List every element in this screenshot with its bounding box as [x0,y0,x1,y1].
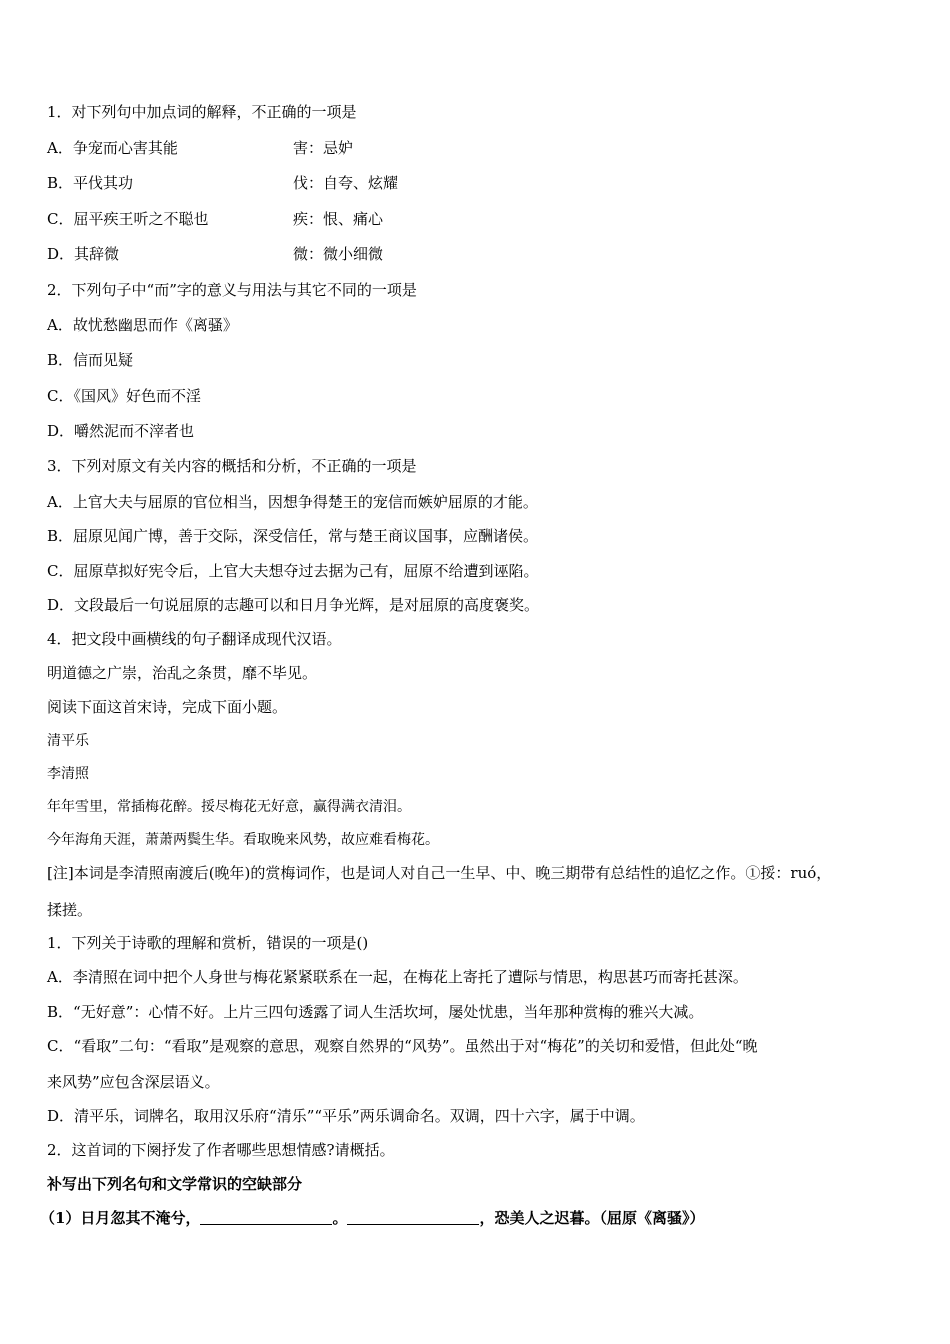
poem-note: [注]本词是李清照南渡后(晚年)的赏梅词作，也是词人对自己一生早、中、晚三期带有总结性的追忆之作。①挼：ruó， [47,864,832,882]
q3-option-c: C．屈原草拟好宪令后，上官大夫想夺过去据为己有，屈原不给遭到诬陷。 [47,562,539,580]
pq1-option-d: D．清平乐，词牌名，取用汉乐府“清乐”“平乐”两乐调命名。双调，四十六字，属于中调。 [47,1107,645,1125]
poem-title: 清平乐 [47,733,89,749]
fill-item-1-suffix: ，恐美人之迟暮。（屈原《离骚》） [479,1209,705,1227]
poem-line-1: 年年雪里，常插梅花醉。挼尽梅花无好意，赢得满衣清泪。 [47,799,411,815]
q1-option-c: C．屈平疾王听之不聪也 [47,210,209,228]
fill-blank-2[interactable] [347,1210,479,1225]
poem-author: 李清照 [47,766,89,782]
q2-option-b: B．信而见疑 [47,351,134,369]
poem-intro: 阅读下面这首宋诗，完成下面小题。 [47,698,288,716]
pq1-option-c-cont: 来风势”应包含深层语义。 [47,1073,220,1091]
pq2-stem: 2．这首词的下阕抒发了作者哪些思想情感?请概括。 [47,1141,395,1159]
q1-option-d: D．其辞微 [47,245,120,263]
pq1-stem: 1．下列关于诗歌的理解和赏析，错误的一项是() [47,934,369,952]
fill-item-1-prefix: （1）日月忽其不淹兮， [40,1209,201,1227]
q2-option-c: C．《国风》好色而不淫 [47,387,201,405]
fill-heading: 补写出下列名句和文学常识的空缺部分 [47,1175,303,1193]
fill-blank-1[interactable] [200,1210,332,1225]
q3-option-d: D．文段最后一句说屈原的志趣可以和日月争光辉，是对屈原的高度褒奖。 [47,596,540,614]
pq1-option-b: B．“无好意”：心情不好。上片三四句透露了词人生活坎坷，屡处忧患，当年那种赏梅的雅兴大减。 [47,1003,704,1021]
q2-stem: 2．下列句子中“而”字的意义与用法与其它不同的一项是 [47,281,417,299]
pq1-option-a: A．李清照在词中把个人身世与梅花紧紧联系在一起，在梅花上寄托了遭际与情思，构思甚巧而寄托甚深。 [47,968,748,986]
fill-item-1-mid: 。 [332,1209,348,1227]
q1-gloss-c: 疾：恨、痛心 [293,210,384,228]
q1-option-b: B．平伐其功 [47,174,134,192]
q1-gloss-d: 微：微小细微 [293,245,384,263]
pq1-option-c: C．“看取”二句：“看取”是观察的意思，观察自然界的“风势”。虽然出于对“梅花”的关切和爱惜，但此处“晚 [47,1037,758,1055]
q1-stem: 1．对下列句中加点词的解释，不正确的一项是 [47,103,357,121]
q1-gloss-a: 害：忌妒 [293,139,354,157]
q2-option-a: A．故忧愁幽思而作《离骚》 [47,316,238,334]
q4-stem: 4．把文段中画横线的句子翻译成现代汉语。 [47,630,342,648]
q2-option-d: D．嚼然泥而不滓者也 [47,422,195,440]
poem-note-cont: 揉搓。 [47,901,93,919]
q4-sentence: 明道德之广崇，治乱之条贯，靡不毕见。 [47,664,318,682]
q3-option-b: B．屈原见闻广博，善于交际，深受信任，常与楚王商议国事，应酬诸侯。 [47,527,539,545]
fill-item-1 [40,1208,704,1228]
q3-stem: 3．下列对原文有关内容的概括和分析，不正确的一项是 [47,457,417,475]
q1-option-a: A．争宠而心害其能 [47,139,178,157]
poem-line-2: 今年海角天涯，萧萧两鬓生华。看取晚来风势，故应难看梅花。 [47,832,439,848]
q1-gloss-b: 伐：自夸、炫耀 [293,174,399,192]
q3-option-a: A．上官大夫与屈原的官位相当，因想争得楚王的宠信而嫉妒屈原的才能。 [47,493,538,511]
